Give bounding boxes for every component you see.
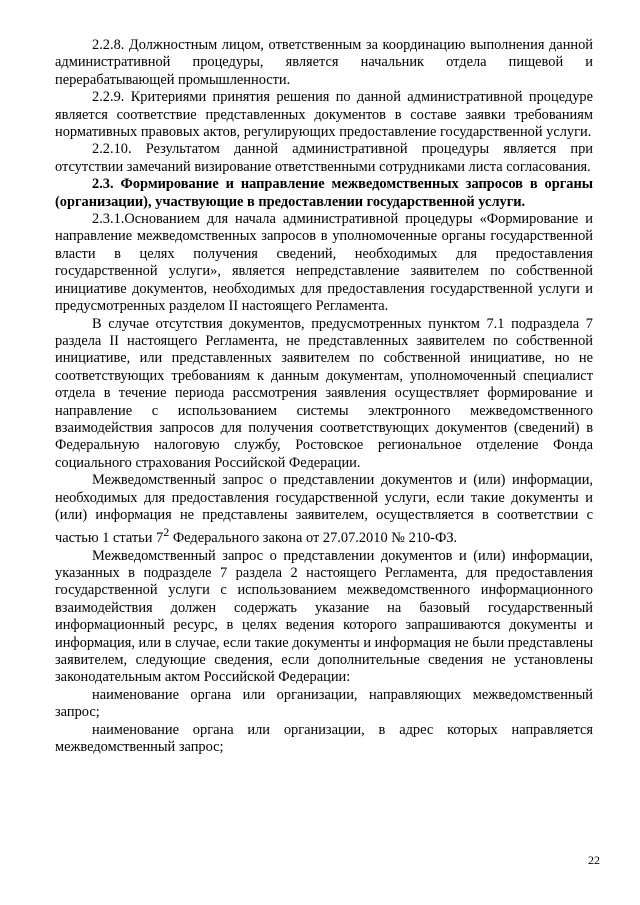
paragraph-missing-documents: В случае отсутствия документов, предусмотренных пунктом 7.1 подраздела 7 раздела II настоящего Регламента, не представленных заявителем по собственной инициативе, или представленных заявителем по собственной инициативе, но не соответствующих требованиям к данным документам, уполномоченный специалист отдела в течение периода рассмотрения заявления осуществляет формирование и направление с использованием системы электронного межведомственного взаимодействия запросов для получения соответствующих документов (сведений) в Федеральную налоговую службу, Ростовское региональное отделение Фонда социального страхования Российской Федерации. [55,315,593,471]
paragraph-text: Межведомственный запрос о представлении документов и (или) информации, необходимых для предоставления государственной услуги, если такие документы и (или) информация не представлены заявителем, осуществляется в соответствии с частью 1 статьи 7 [55,472,593,547]
paragraph-2-2-8: 2.2.8. Должностным лицом, ответственным за координацию выполнения данной административной процедуры, является начальник отдела пищевой и перерабатывающей промышленности. [55,37,593,88]
page-number: 22 [588,853,600,867]
document-body [55,37,593,756]
paragraph-2-2-10: 2.2.10. Результатом данной административной процедуры является при отсутствии замечаний визирование ответственными сотрудниками листа согласования. [55,141,593,175]
list-item-requesting-organ: наименование органа или организации, направляющих межведомственный запрос; [55,686,593,721]
superscript: 2 [163,525,170,540]
paragraph-interagency-request-basis [55,472,593,547]
paragraph-2-3-1: 2.3.1.Основанием для начала административной процедуры «Формирование и направление межведомственных запросов в уполномоченные органы государственной власти в целях получения сведений, необходимых для предоставления государственной услуги», является непредставление заявителем по собственной инициативе документов, необходимых для предоставления государственной услуги и предусмотренных разделом II настоящего Регламента. [55,211,593,315]
list-item-recipient-organ: наименование органа или организации, в адрес которых направляется межведомственный запрос; [55,721,593,756]
paragraph-interagency-request-content: Межведомственный запрос о представлении документов и (или) информации, указанных в подразделе 7 раздела 2 настоящего Регламента, для предоставления государственной услуги с использованием межведомственного информационного взаимодействия должен содержать указание на базовый государственный информационный ресурс, в целях ведения которого запрашиваются документы и информация, или в случае, если такие документы и информация не были представлены заявителем, следующие сведения, если дополнительные сведения не установлены законодательным актом Российской Федерации: [55,547,593,686]
section-heading-2-3: 2.3. Формирование и направление межведомственных запросов в органы (организации), участвующие в предоставлении государственной услуги. [55,176,593,210]
paragraph-text: Федерального закона от 27.07.2010 № 210-ФЗ. [169,530,458,547]
paragraph-2-2-9: 2.2.9. Критериями принятия решения по данной административной процедуре является соответствие представленных документов в составе заявки требованиям нормативных правовых актов, регулирующих предоставление государственной услуги. [55,89,593,141]
